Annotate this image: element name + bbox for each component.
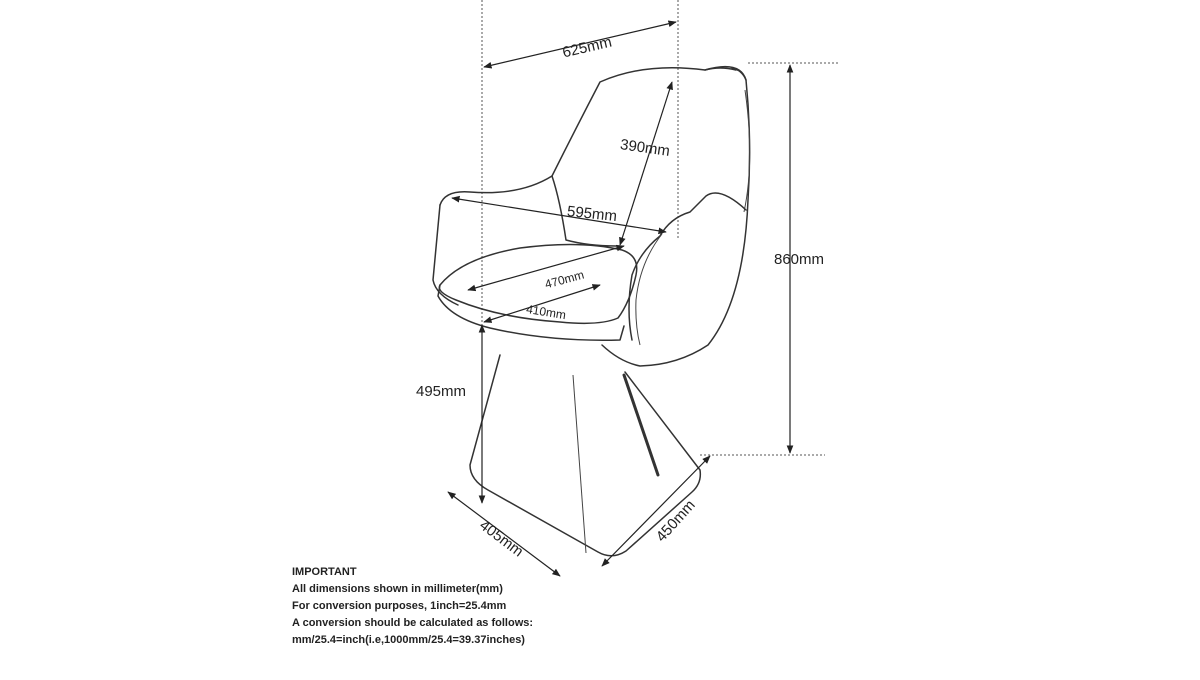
important-notes bbox=[292, 564, 533, 649]
notes-line-1: All dimensions shown in millimeter(mm) bbox=[292, 583, 503, 595]
left-arm bbox=[433, 205, 458, 305]
dim-back-height-line bbox=[620, 82, 672, 245]
label-base-depth: 405mm bbox=[476, 516, 527, 561]
chair-drawing bbox=[433, 67, 750, 556]
label-arm-width: 595mm bbox=[566, 202, 618, 226]
notes-line-2: For conversion purposes, 1inch=25.4mm bbox=[292, 600, 507, 612]
notes-line-3: A conversion should be calculated as follows: bbox=[292, 617, 534, 629]
dimension-lines bbox=[448, 22, 790, 576]
label-overall-height: 860mm bbox=[774, 251, 825, 268]
right-arm-seam bbox=[636, 234, 662, 345]
label-seat-depth: 470mm bbox=[543, 267, 586, 292]
base-seam bbox=[624, 375, 658, 475]
right-arm bbox=[629, 193, 746, 340]
notes-heading: IMPORTANT bbox=[292, 566, 357, 578]
base-edge bbox=[573, 375, 586, 553]
label-overall-width: 625mm bbox=[560, 33, 614, 62]
label-base-width: 450mm bbox=[652, 496, 699, 546]
notes-line-4: mm/25.4=inch(i.e,1000mm/25.4=39.37inches) bbox=[292, 634, 525, 646]
label-back-height: 390mm bbox=[619, 136, 671, 160]
label-seat-height: 495mm bbox=[416, 383, 467, 400]
label-seat-width: 410mm bbox=[525, 302, 567, 323]
